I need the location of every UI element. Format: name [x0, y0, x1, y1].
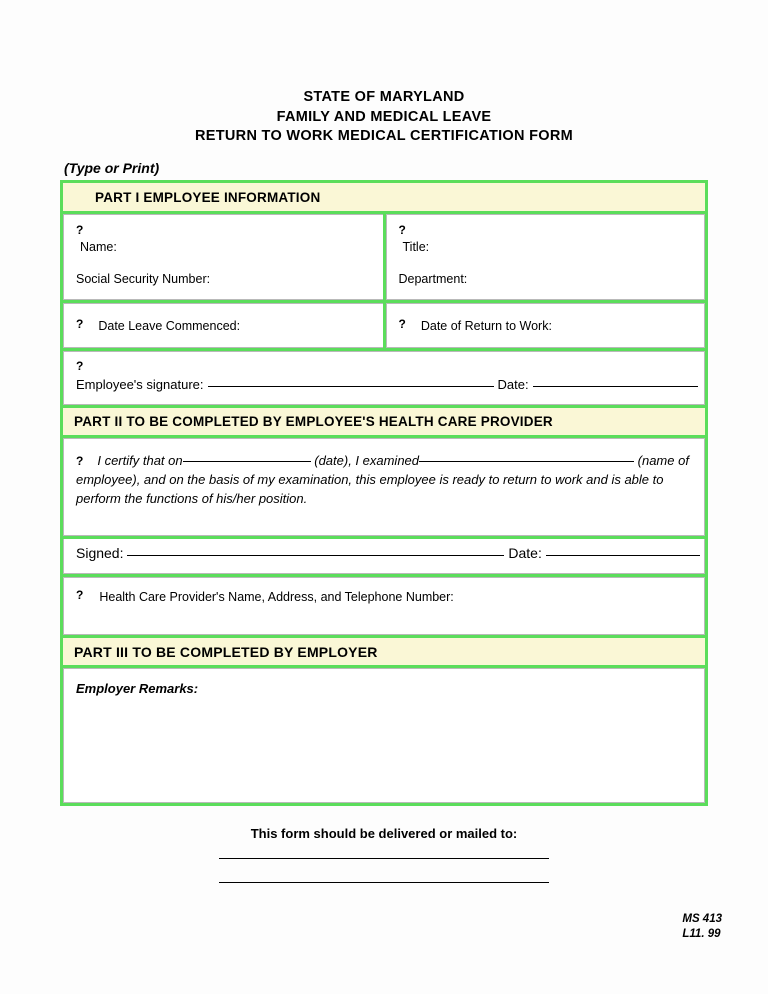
part3-remarks-row [63, 668, 705, 803]
exam-date-input-rule[interactable] [183, 461, 311, 462]
date-return-to-work-label: Date of Return to Work: [420, 319, 552, 333]
part1-dates-row [63, 303, 705, 351]
bullet-marker-icon: ? [76, 588, 84, 602]
part3-header [63, 638, 705, 668]
employee-signature-input-rule[interactable] [208, 386, 494, 387]
provider-signed-label: Signed: [76, 545, 124, 561]
bullet-marker-icon: ? [398, 223, 406, 237]
bullet-marker-icon: ? [76, 317, 84, 331]
bullet-marker-icon: ? [76, 223, 84, 237]
delivery-address-line-2[interactable] [219, 882, 549, 883]
form-body [60, 180, 708, 806]
form-code-line-2: L11. 99 [682, 928, 721, 940]
date-return-to-work-cell[interactable] [386, 303, 706, 348]
employee-signature-date-label: Date: [497, 377, 529, 392]
name-label: Name: [80, 240, 117, 254]
certification-statement-cell [63, 438, 705, 536]
provider-contact-cell[interactable] [63, 577, 705, 635]
part2-header [63, 408, 705, 438]
cert-text-part1: I certify that on [97, 453, 183, 468]
part1-identity-row [63, 214, 705, 303]
provider-contact-label: Health Care Provider's Name, Address, and Telephone Number: [99, 590, 454, 604]
part2-heading-text: PART II TO BE COMPLETED BY EMPLOYEE'S HEALTH CARE PROVIDER [74, 414, 553, 429]
employee-signature-label: Employee's signature: [76, 377, 204, 392]
form-code [682, 912, 722, 942]
employee-name-input-rule[interactable] [419, 461, 634, 462]
cert-text-part3: (name of employee), and on the basis of my examination, this employee is ready to return to work and is able to perform the functions of his/her position. [76, 453, 689, 506]
date-leave-commenced-cell[interactable] [63, 303, 383, 348]
part1-heading-text: PART I EMPLOYEE INFORMATION [95, 189, 321, 205]
form-code-line-1: MS 413 [682, 913, 722, 925]
cert-text-part2: (date), I examined [314, 453, 420, 468]
delivery-instruction: This form should be delivered or mailed to: [250, 826, 518, 841]
ssn-label: Social Security Number: [76, 272, 211, 286]
type-or-print-instruction: (Type or Print) [64, 160, 160, 176]
form-footer [0, 826, 768, 883]
employer-remarks-cell[interactable] [63, 668, 705, 803]
department-label: Department: [398, 272, 468, 286]
employer-remarks-label: Employer Remarks: [76, 681, 199, 696]
part2-certification-row [63, 438, 705, 539]
employee-signature-cell[interactable] [63, 351, 705, 405]
part1-signature-row [63, 351, 705, 408]
bullet-marker-icon: ? [398, 317, 406, 331]
bullet-marker-icon: ? [76, 359, 84, 373]
title-line-1: STATE OF MARYLAND [303, 89, 465, 105]
provider-signature-cell[interactable] [63, 539, 705, 574]
provider-date-input-rule[interactable] [546, 555, 700, 556]
certification-paragraph [76, 451, 696, 508]
part1-header [63, 183, 705, 214]
date-leave-commenced-label: Date Leave Commenced: [98, 319, 241, 333]
title-label: Title: [402, 240, 430, 254]
employee-signature-date-input-rule[interactable] [533, 386, 698, 387]
delivery-address-line-1[interactable] [219, 858, 549, 859]
provider-date-label: Date: [508, 545, 542, 561]
document-title [0, 88, 768, 147]
provider-signature-input-rule[interactable] [127, 555, 504, 556]
part3-heading-text: PART III TO BE COMPLETED BY EMPLOYER [74, 643, 378, 660]
employee-name-ssn-cell[interactable] [63, 214, 383, 300]
title-line-3: RETURN TO WORK MEDICAL CERTIFICATION FORM [195, 128, 573, 144]
employee-title-dept-cell[interactable] [386, 214, 706, 300]
part2-signed-row [63, 539, 705, 577]
title-line-2: FAMILY AND MEDICAL LEAVE [276, 108, 492, 125]
bullet-marker-icon: ? [76, 454, 84, 468]
part2-provider-info-row [63, 577, 705, 638]
